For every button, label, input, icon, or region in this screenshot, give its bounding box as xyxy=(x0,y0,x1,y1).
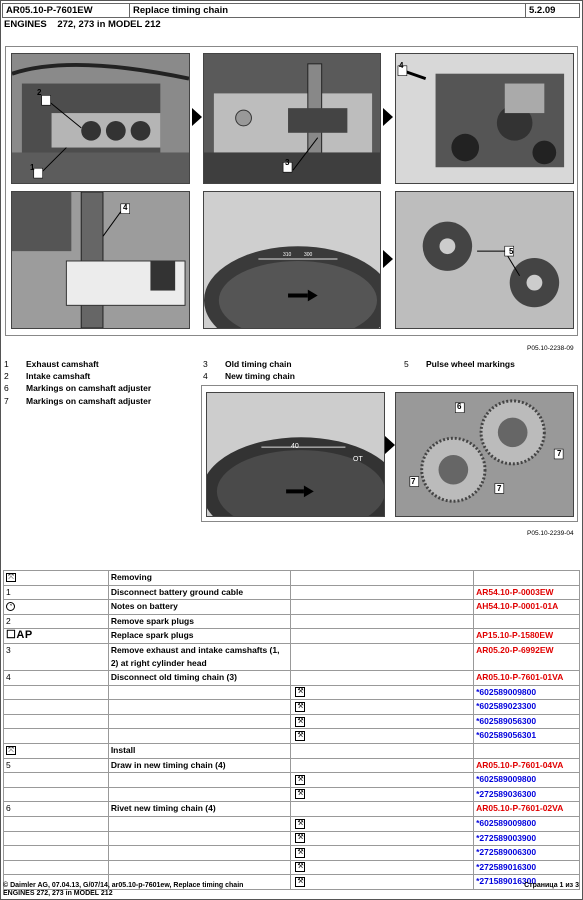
engines-heading: ENGINES 272, 273 in MODEL 212 xyxy=(4,19,161,30)
table-row xyxy=(4,816,580,831)
step-number: 1 xyxy=(6,586,11,597)
footer-engines: ENGINES 272, 273 in MODEL 212 xyxy=(3,890,113,897)
tool-cell xyxy=(291,846,474,861)
tool-number-link[interactable]: *272589036300 xyxy=(474,787,580,802)
special-tool-icon: ⚒ xyxy=(297,819,304,827)
callout-2: 2 xyxy=(37,88,42,97)
step-description xyxy=(108,846,291,861)
step-arrow xyxy=(383,108,393,126)
step-number: 2 xyxy=(6,615,11,626)
tool-number-link[interactable]: *272589003900 xyxy=(474,831,580,846)
step-description: Remove spark plugs xyxy=(108,614,291,629)
step-number-cell xyxy=(4,860,109,875)
table-row xyxy=(4,571,580,586)
tool-cell xyxy=(291,685,474,700)
document-reference-link xyxy=(474,614,580,629)
tool-number-link[interactable]: *602589009800 xyxy=(474,816,580,831)
step-description: Disconnect old timing chain (3) xyxy=(108,670,291,685)
special-tool-icon: ⚒ xyxy=(297,702,304,710)
step-description: Removing xyxy=(108,571,291,586)
photo-engine-overview xyxy=(11,53,190,184)
photo-crankshaft-pulley xyxy=(203,191,381,329)
photo-crankshaft-marks xyxy=(206,392,385,517)
document-reference-link[interactable]: AR05.10-P-7601-04VA xyxy=(474,758,580,773)
special-tool-icon: ⚒ xyxy=(297,732,304,740)
dial-label: OT xyxy=(353,456,363,463)
step-number-cell xyxy=(4,614,109,629)
step-number: 6 xyxy=(6,803,11,814)
footer-copyright: © Daimler AG, 07.04.13, G/07/14, ar05.10-p-7601ew, Replace timing chain xyxy=(3,882,244,889)
step-number-cell xyxy=(4,773,109,788)
table-row xyxy=(4,670,580,685)
tool-cell xyxy=(291,600,474,615)
legend-item: 2 Intake camshaft xyxy=(4,371,91,381)
legend-item: 6 Markings on camshaft adjuster xyxy=(4,383,152,393)
document-reference-link[interactable]: AR54.10-P-0003EW xyxy=(474,585,580,600)
tool-number-link[interactable]: *272589016300 xyxy=(474,860,580,875)
document-reference-link[interactable]: AR05.10-P-7601-02VA xyxy=(474,802,580,817)
legend-item: 1 Exhaust camshaft xyxy=(4,359,99,369)
step-arrow xyxy=(383,250,393,268)
special-tool-icon: ⚒ xyxy=(297,775,304,783)
step-number-cell xyxy=(4,758,109,773)
special-tool-icon: ⚒ xyxy=(297,834,304,842)
step-description: Replace spark plugs xyxy=(108,629,291,644)
procedure-table xyxy=(3,570,580,890)
step-number-cell xyxy=(4,670,109,685)
tool-cell xyxy=(291,585,474,600)
document-reference-link xyxy=(474,571,580,586)
step-number: 4 xyxy=(6,671,11,682)
doc-version: 5.2.09 xyxy=(529,5,556,16)
table-row xyxy=(4,714,580,729)
table-row xyxy=(4,787,580,802)
special-tool-icon: ⚒ xyxy=(297,717,304,725)
tool-cell xyxy=(291,787,474,802)
table-row xyxy=(4,614,580,629)
tool-cell xyxy=(291,758,474,773)
table-row xyxy=(4,802,580,817)
step-number-cell xyxy=(4,729,109,744)
step-description: Disconnect battery ground cable xyxy=(108,585,291,600)
callout-5: 5 xyxy=(509,247,514,256)
figure-2 xyxy=(201,385,578,522)
ap-icon: ☐AP xyxy=(6,629,33,642)
step-number-cell xyxy=(4,846,109,861)
remove-icon: ⤧ xyxy=(6,573,16,582)
step-description xyxy=(108,714,291,729)
table-row xyxy=(4,846,580,861)
document-reference-link[interactable]: AR05.20-P-6992EW xyxy=(474,643,580,670)
doc-title: Replace timing chain xyxy=(130,4,526,17)
step-description xyxy=(108,773,291,788)
dial-label: 310 xyxy=(283,252,292,258)
step-description xyxy=(108,787,291,802)
tool-number-link[interactable]: *272589006300 xyxy=(474,846,580,861)
step-number-cell xyxy=(4,700,109,715)
step-description xyxy=(108,831,291,846)
dial-label: 40 xyxy=(291,443,299,450)
step-number-cell xyxy=(4,571,109,586)
callout-6: 6 xyxy=(457,402,462,411)
special-tool-icon: ⚒ xyxy=(297,878,304,886)
step-description xyxy=(108,860,291,875)
tool-cell xyxy=(291,802,474,817)
figure-1-ref: P05.10-2238-09 xyxy=(527,345,574,352)
step-number-cell xyxy=(4,714,109,729)
figure-1 xyxy=(5,46,578,336)
step-number-cell xyxy=(4,816,109,831)
tool-number-link[interactable]: *602589056301 xyxy=(474,729,580,744)
document-reference-link xyxy=(474,743,580,758)
step-description: Draw in new timing chain (4) xyxy=(108,758,291,773)
step-description xyxy=(108,816,291,831)
step-number-cell xyxy=(4,629,109,644)
step-number: 5 xyxy=(6,759,11,770)
tool-cell xyxy=(291,643,474,670)
step-number-cell xyxy=(4,585,109,600)
document-reference-link[interactable]: AH54.10-P-0001-01A xyxy=(474,600,580,615)
step-arrow xyxy=(385,436,395,454)
document-reference-link[interactable]: AR05.10-P-7601-01VA xyxy=(474,670,580,685)
figure-2-ref: P05.10-2239-04 xyxy=(527,530,574,537)
callout-1: 1 xyxy=(30,163,35,172)
dial-label: 300 xyxy=(304,252,313,258)
tool-cell xyxy=(291,700,474,715)
footer-page: Страница 1 из 3 xyxy=(524,882,579,889)
step-description xyxy=(108,729,291,744)
table-row xyxy=(4,700,580,715)
callout-7: 7 xyxy=(557,449,562,458)
callout-4b: 4 xyxy=(123,203,128,212)
step-number-cell xyxy=(4,787,109,802)
tool-number-link[interactable]: *602589009800 xyxy=(474,773,580,788)
step-number-cell xyxy=(4,802,109,817)
callout-7b: 7 xyxy=(411,477,416,486)
tool-number-link[interactable]: *271589016300 xyxy=(474,875,580,890)
special-tool-icon: ⚒ xyxy=(297,848,304,856)
document-reference-link[interactable]: AP15.10-P-1580EW xyxy=(474,629,580,644)
tool-number-link[interactable]: *602589056300 xyxy=(474,714,580,729)
step-number-cell xyxy=(4,643,109,670)
special-tool-icon: ⚒ xyxy=(297,790,304,798)
note-icon: ◔ xyxy=(6,602,15,611)
photo-engine-front xyxy=(395,53,574,184)
tool-cell xyxy=(291,629,474,644)
tool-cell xyxy=(291,714,474,729)
tool-cell xyxy=(291,729,474,744)
callout-4: 4 xyxy=(399,61,404,70)
tool-cell xyxy=(291,831,474,846)
step-number-cell xyxy=(4,600,109,615)
tool-cell xyxy=(291,816,474,831)
callout-7c: 7 xyxy=(497,484,502,493)
table-row xyxy=(4,743,580,758)
table-row xyxy=(4,758,580,773)
table-row xyxy=(4,773,580,788)
table-row xyxy=(4,729,580,744)
table-row xyxy=(4,860,580,875)
step-description xyxy=(108,685,291,700)
photo-pulse-wheels xyxy=(395,191,574,329)
step-description: Rivet new timing chain (4) xyxy=(108,802,291,817)
tool-number-link[interactable]: *602589009800 xyxy=(474,685,580,700)
step-number-cell xyxy=(4,831,109,846)
tool-cell xyxy=(291,670,474,685)
table-row xyxy=(4,643,580,670)
tool-number-link[interactable]: *602589023300 xyxy=(474,700,580,715)
tool-cell xyxy=(291,614,474,629)
tool-cell xyxy=(291,773,474,788)
photo-camshaft-adjusters xyxy=(395,392,574,517)
doc-id: AR05.10-P-7601EW xyxy=(3,4,130,17)
step-number: 3 xyxy=(6,644,11,655)
document-header xyxy=(2,3,580,18)
tool-cell xyxy=(291,875,474,890)
install-icon: ⤧ xyxy=(6,746,16,755)
step-number-cell xyxy=(4,685,109,700)
legend-item: 5 Pulse wheel markings xyxy=(404,359,515,369)
tool-cell xyxy=(291,860,474,875)
table-row xyxy=(4,629,580,644)
photo-new-chain xyxy=(11,191,190,329)
legend-item: 3 Old timing chain xyxy=(203,359,292,369)
step-number-cell xyxy=(4,743,109,758)
legend-item: 7 Markings on camshaft adjuster xyxy=(4,396,152,406)
tool-cell xyxy=(291,743,474,758)
special-tool-icon: ⚒ xyxy=(297,863,304,871)
callout-3: 3 xyxy=(285,158,290,167)
table-row xyxy=(4,600,580,615)
table-row xyxy=(4,685,580,700)
special-tool-icon: ⚒ xyxy=(297,688,304,696)
step-description xyxy=(108,700,291,715)
legend-item: 4 New timing chain xyxy=(203,371,295,381)
step-description: Install xyxy=(108,743,291,758)
step-description: Remove exhaust and intake camshafts (1, 2) at right cylinder head xyxy=(108,643,291,670)
step-arrow xyxy=(192,108,202,126)
tool-cell xyxy=(291,571,474,586)
table-row xyxy=(4,585,580,600)
table-row xyxy=(4,831,580,846)
photo-chain-removal xyxy=(203,53,381,184)
step-description: Notes on battery xyxy=(108,600,291,615)
